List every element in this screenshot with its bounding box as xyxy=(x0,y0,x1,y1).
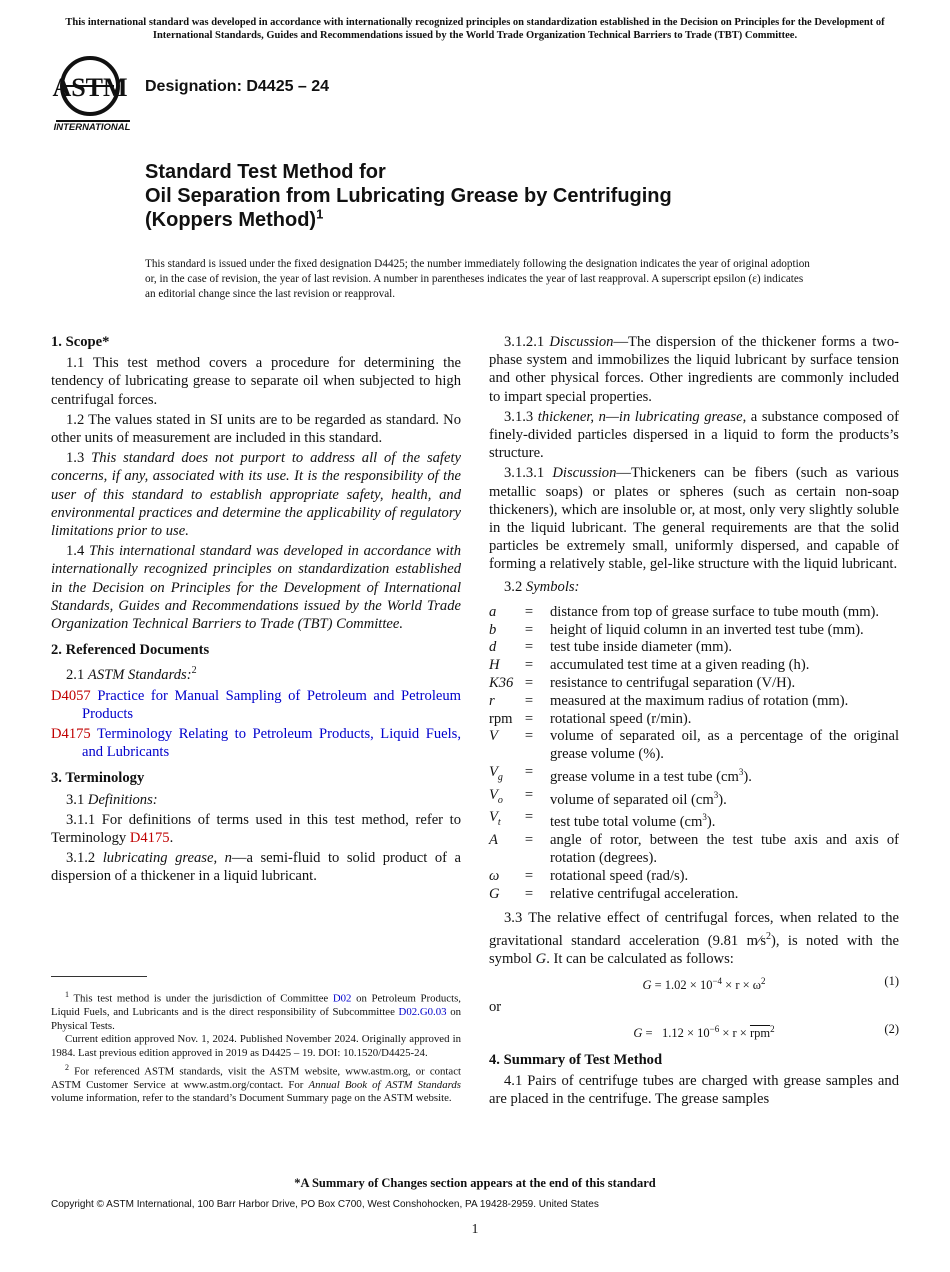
symbol-description xyxy=(550,675,899,693)
symbol-row xyxy=(489,604,899,622)
designation: Designation: D4425 – 24 xyxy=(145,78,330,95)
discussion-label-1: Discussion xyxy=(549,334,614,350)
symbol-description xyxy=(550,639,899,657)
symbol-equals: = xyxy=(524,728,534,745)
eq2-exp: −6 xyxy=(709,1024,720,1035)
logo-text: ASTM xyxy=(52,73,128,102)
para-3-2-num: 3.2 xyxy=(504,578,523,595)
eq1-lhs: G xyxy=(642,977,652,992)
symbol-name xyxy=(489,639,517,657)
equation-1-number: (1) xyxy=(884,973,899,988)
equation-2-body xyxy=(489,1020,869,1042)
para-3-1-num: 3.1 xyxy=(66,791,85,808)
section-1-heading: 1. Scope* xyxy=(51,334,110,350)
title-footnote-mark: 1 xyxy=(316,206,324,222)
symbol-letter: K36 xyxy=(489,675,514,692)
symbol-row xyxy=(489,675,899,693)
symbol-description-text: accumulated test time at a given reading (h). xyxy=(550,657,810,674)
left-column xyxy=(51,333,461,888)
title-line-2: Oil Separation from Lubricating Grease by Centrifuging xyxy=(145,185,672,207)
para-1-4-num: 1.4 xyxy=(66,543,85,560)
para-3-1-text: Definitions: xyxy=(87,791,158,808)
eq1-rhs-b: × r × ω xyxy=(725,977,762,992)
footnote-2-text-b: volume information, refer to the standard’s Document Summary page on the ASTM website. xyxy=(51,1092,452,1105)
symbol-description xyxy=(550,711,899,729)
eq2-rhs-b: × r × xyxy=(722,1026,747,1041)
symbol-description-text: test tube inside diameter (mm). xyxy=(550,639,732,656)
symbol-description-text: distance from top of grease surface to tube mouth (mm). xyxy=(550,603,880,620)
equation-2-number: (2) xyxy=(884,1022,899,1037)
para-2-1-sup: 2 xyxy=(191,665,197,677)
symbol-row xyxy=(489,787,899,810)
equation-1-body xyxy=(489,972,869,994)
para-3-1-2-1 xyxy=(489,333,899,406)
term-thickener: thickener, n—in lubricating grease xyxy=(537,408,743,425)
or-text: or xyxy=(489,999,502,1016)
footnote-1-mark: 1 xyxy=(65,990,69,999)
ref-d4057-code[interactable]: D4057 xyxy=(51,687,91,704)
symbols-table xyxy=(489,604,899,903)
para-3-1-3-num: 3.1.3 xyxy=(504,408,534,425)
symbol-equals: = xyxy=(524,657,534,674)
symbol-description-text: resistance to centrifugal separation (V/H). xyxy=(550,675,796,692)
symbol-description-end: ). xyxy=(743,768,752,785)
symbol-description-sup: 3 xyxy=(702,812,707,823)
symbol-row xyxy=(489,622,899,640)
para-3-1-2-1-text: —The dispersion of the thickener forms a two-phase system and immobilizes the liquid lubricant by surface tension and other physical forces. Other ingredients are commonly included to impart special properties. xyxy=(489,334,899,405)
symbol-description xyxy=(550,622,899,640)
symbol-name xyxy=(489,728,517,764)
symbol-letter: ω xyxy=(489,867,500,884)
eq1-exp: −4 xyxy=(712,975,723,986)
para-3-1-2-num: 3.1.2 xyxy=(66,850,96,867)
symbol-name xyxy=(489,809,517,832)
footnote-1-text-a: This test method is under the jurisdiction of Committee xyxy=(73,992,329,1005)
footnote-1-text-c: on Physical Tests. xyxy=(51,1006,461,1032)
symbol-subscript: o xyxy=(497,794,503,806)
footnote-2 xyxy=(51,1061,461,1106)
symbol-name xyxy=(489,787,517,810)
symbol-description-text: measured at the maximum radius of rotation (mm). xyxy=(550,692,849,709)
eq2-rhs-a: = 1.12 × 10 xyxy=(645,1026,710,1041)
para-3-2-text: Symbols: xyxy=(525,578,580,595)
para-3-3-sup: 2 xyxy=(766,930,772,942)
symbol-letter: H xyxy=(489,657,500,674)
symbol-description-text: relative centrifugal acceleration. xyxy=(550,885,739,902)
para-2-1 xyxy=(51,662,461,684)
symbol-row xyxy=(489,693,899,711)
symbol-description xyxy=(550,657,899,675)
para-3-1 xyxy=(51,791,461,809)
symbol-equals: = xyxy=(524,692,534,709)
para-1-4-text: This international standard was developed in accordance with internationally recognized principles on standardization established in the Decision on Principles for the Development of International Standards, Guides and Recommendations issued by the World Trade Organization Technical Barriers to Trade (TBT) Committee. xyxy=(51,543,462,633)
reference-d4175[interactable] xyxy=(51,725,461,761)
symbol-description xyxy=(550,886,899,904)
right-column xyxy=(489,333,899,1110)
symbol-name xyxy=(489,622,517,640)
para-3-1-3-1-text: —Thickeners can be fibers (such as various metallic soaps) or plates or spheres (such as certain non-soap thickeners), which are insoluble or, at most, only very slightly soluble in the liquid lubricant. The general requirements are that the solid particles be extremely small, uniformly dispersed, and capable of forming a relatively stable, gel-like structure with the liquid lubricant. xyxy=(489,465,899,573)
eq2-lhs: G xyxy=(633,1026,643,1041)
para-3-3-symbol: G xyxy=(535,950,547,967)
ref-d4175-title[interactable]: Terminology Relating to Petroleum Products, Liquid Fuels, and Lubricants xyxy=(82,725,462,761)
discussion-label-2: Discussion xyxy=(552,465,617,482)
symbol-letter: d xyxy=(489,639,497,656)
committee-d02-link[interactable]: D02 xyxy=(332,992,352,1005)
symbol-name xyxy=(489,657,517,675)
symbol-letter: A xyxy=(489,832,498,849)
section-4-heading: 4. Summary of Test Method xyxy=(489,1051,663,1068)
para-3-3-text-b: ), is noted with the symbol xyxy=(489,932,899,967)
symbol-description xyxy=(550,604,899,622)
symbol-row xyxy=(489,639,899,657)
symbol-equals: = xyxy=(524,832,534,849)
issue-note: This standard is issued under the fixed designation D4425; the number immediately following the designation indicates the year of original adoption or, in the case of revision, the year of last revision. A number in parentheses indicates the year of last reapproval. A superscript epsilon (ε) indicates an editorial change since the last revision or reapproval. xyxy=(145,258,810,300)
symbol-description xyxy=(550,787,899,810)
para-3-3-text-a: 3.3 The relative effect of centrifugal forces, when related to the gravitational standard acceleration (9.81 m⁄s xyxy=(489,910,899,949)
para-1-3 xyxy=(51,449,461,540)
title-line-3 xyxy=(145,208,885,232)
symbol-row xyxy=(489,832,899,868)
title-line-3-text: (Koppers Method) xyxy=(145,209,317,231)
para-3-1-2-1-num: 3.1.2.1 xyxy=(504,334,545,350)
symbol-letter: b xyxy=(489,621,497,638)
symbol-description-text: rotational speed (r/min). xyxy=(550,710,692,727)
symbol-letter: rpm xyxy=(489,710,513,727)
symbol-description-sup: 3 xyxy=(738,767,744,778)
copyright: Copyright © ASTM International, 100 Barr Harbor Drive, PO Box C700, West Conshohocken, PA 19428-2959. United States xyxy=(51,1199,599,1210)
symbol-description xyxy=(550,809,899,832)
para-3-3 xyxy=(489,909,899,967)
symbol-subscript: t xyxy=(497,817,501,829)
symbol-equals: = xyxy=(524,764,534,781)
ref-d4175-code[interactable]: D4175 xyxy=(51,725,91,742)
symbol-row xyxy=(489,868,899,886)
logo-subtext: INTERNATIONAL xyxy=(53,122,131,133)
symbol-description-sup: 3 xyxy=(713,789,719,800)
equation-2 xyxy=(489,1020,899,1042)
symbol-subscript: g xyxy=(497,771,503,783)
symbol-row xyxy=(489,809,899,832)
para-3-2 xyxy=(489,578,899,596)
para-4-1: 4.1 Pairs of centrifuge tubes are charged with grease samples and are placed in the centrifuge. The grease samples xyxy=(489,1072,899,1108)
symbol-name xyxy=(489,868,517,886)
footnote-2-text-a: For referenced ASTM standards, visit the ASTM website, www.astm.org, or contact ASTM Customer Service at www.astm.org/contact. For xyxy=(51,1065,461,1091)
equation-1 xyxy=(489,972,899,994)
para-3-3-text-c: . It can be calculated as follows: xyxy=(546,950,734,967)
symbol-description xyxy=(550,868,899,886)
subcommittee-link[interactable]: D02.G0.03 xyxy=(398,1006,447,1019)
symbol-description-text: grease volume in a test tube (cm xyxy=(550,768,739,785)
eq1-pow: 2 xyxy=(761,975,766,986)
symbol-description xyxy=(550,764,899,787)
page-number: 1 xyxy=(471,1221,479,1236)
eq1-rhs-a: = 1.02 × 10 xyxy=(654,977,713,992)
ref-d4057-title[interactable]: Practice for Manual Sampling of Petroleum and Petroleum Products xyxy=(82,687,461,722)
eq2-rpm: $\overline{rpm}$ xyxy=(749,1026,771,1041)
symbol-row xyxy=(489,886,899,904)
section-3-heading: 3. Terminology xyxy=(51,770,145,787)
reference-d4057[interactable] xyxy=(51,687,461,723)
para-3-1-3-text: , a substance composed of finely-divided particles dispersed in a liquid to form the products’s structure. xyxy=(489,408,899,462)
para-1-3-num: 1.3 xyxy=(66,450,85,467)
para-3-1-3 xyxy=(489,408,899,463)
symbol-equals: = xyxy=(524,786,534,803)
symbol-letter: V xyxy=(489,728,498,745)
astm-logo xyxy=(52,54,136,134)
symbol-description xyxy=(550,832,899,868)
symbol-description xyxy=(550,728,899,764)
symbol-description-end: ). xyxy=(718,791,727,808)
para-1-4 xyxy=(51,542,461,633)
symbol-letter: V xyxy=(489,786,498,803)
footnote-1 xyxy=(51,988,461,1033)
symbol-name xyxy=(489,832,517,868)
symbol-letter: a xyxy=(489,603,497,620)
para-3-1-3-1 xyxy=(489,464,899,573)
summary-of-changes-note: *A Summary of Changes section appears at the end of this standard xyxy=(294,1176,656,1190)
astm-logo-icon xyxy=(52,54,136,134)
para-3-1-1-text: 3.1.1 For definitions of terms used in this test method, refer to Terminology xyxy=(51,811,461,846)
footnote-1-text-b: on Petroleum Products, Liquid Fuels, and Lubricants and is the direct responsibility of Subcommittee xyxy=(51,992,461,1019)
symbol-row xyxy=(489,711,899,729)
symbol-equals: = xyxy=(524,639,534,656)
symbol-equals: = xyxy=(524,867,534,884)
symbol-equals: = xyxy=(524,675,534,692)
footnote-2-mark: 2 xyxy=(65,1062,69,1072)
symbol-equals: = xyxy=(524,885,534,902)
symbol-name xyxy=(489,886,517,904)
symbol-description-text: rotational speed (rad/s). xyxy=(550,867,689,884)
para-3-1-1: 3.1.1 For definitions of terms used in this test method, refer to Terminology D4175. xyxy=(51,811,461,846)
para-1-1: 1.1 This test method covers a procedure for determining the tendency of lubricating grease to separate oil when subjected to high centrifugal forces. xyxy=(51,355,461,408)
symbol-row xyxy=(489,657,899,675)
symbol-description-text: height of liquid column in an inverted test tube (mm). xyxy=(550,621,864,638)
para-1-3-text: This standard does not purport to address all of the safety concerns, if any, associated with its use. It is the responsibility of the user of this standard to establish appropriate safety, health, and environmental practices and determine the applicability of regulatory limitations prior to use. xyxy=(51,450,461,540)
symbol-letter: V xyxy=(489,809,498,826)
para-3-1-2-text: —a semi-fluid to solid product of a dispersion of a thickener in a liquid lubricant. xyxy=(51,850,461,885)
para-2-1-text: ASTM Standards: xyxy=(87,667,192,684)
symbol-description-text: volume of separated oil (cm xyxy=(550,791,714,808)
para-2-1-num: 2.1 xyxy=(66,667,85,684)
symbol-name xyxy=(489,764,517,787)
symbol-letter: G xyxy=(489,885,500,902)
symbol-description xyxy=(550,693,899,711)
para-3-1-2 xyxy=(51,849,461,885)
terminology-d4175-link[interactable]: D4175 xyxy=(129,829,170,846)
symbol-description-text: test tube total volume (cm xyxy=(550,814,703,831)
para-3-1-3-1-num: 3.1.3.1 xyxy=(504,465,545,482)
symbol-letter: r xyxy=(489,692,495,709)
footnote-1-edition: Current edition approved Nov. 1, 2024. Published November 2024. Originally approved in 1984. Last previous edition approved in 2019 as D4425 – 19. DOI: 10.1520/D4425-24. xyxy=(51,1033,461,1059)
symbol-letter: V xyxy=(489,764,498,781)
footnotes xyxy=(51,988,461,1106)
section-2-heading: 2. Referenced Documents xyxy=(51,642,210,659)
footnote-rule xyxy=(51,976,147,977)
symbol-description-text: volume of separated oil, as a percentage of the original grease volume (%). xyxy=(550,728,899,763)
title-line-1: Standard Test Method for xyxy=(145,161,386,183)
header-notice: This international standard was developed in accordance with internationally recognized principles on standardization established in the Decision on Principles for the Development of International Standards, Guides and Recommendations issued by the World Trade Organization Technical Barriers to Trade (TBT) Committee. xyxy=(65,17,885,41)
term-lubricating-grease: lubricating grease, n xyxy=(102,850,232,867)
symbol-row xyxy=(489,764,899,787)
symbol-name xyxy=(489,604,517,622)
symbol-name xyxy=(489,711,517,729)
eq2-pow: 2 xyxy=(770,1024,775,1035)
footnote-2-italic: Annual Book of ASTM Standards xyxy=(308,1078,461,1091)
symbol-description-text: angle of rotor, between the test tube axis and axis of rotation (degrees). xyxy=(550,832,899,866)
symbol-equals: = xyxy=(524,809,534,826)
symbol-description-end: ). xyxy=(706,814,716,831)
symbol-equals: = xyxy=(524,621,534,638)
symbol-equals: = xyxy=(524,710,534,727)
symbol-name xyxy=(489,693,517,711)
para-1-2: 1.2 The values stated in SI units are to be regarded as standard. No other units of measurement are included in this standard. xyxy=(51,411,461,447)
symbol-equals: = xyxy=(524,603,534,620)
symbol-row xyxy=(489,728,899,764)
document-title xyxy=(145,160,885,232)
symbol-name xyxy=(489,675,517,693)
